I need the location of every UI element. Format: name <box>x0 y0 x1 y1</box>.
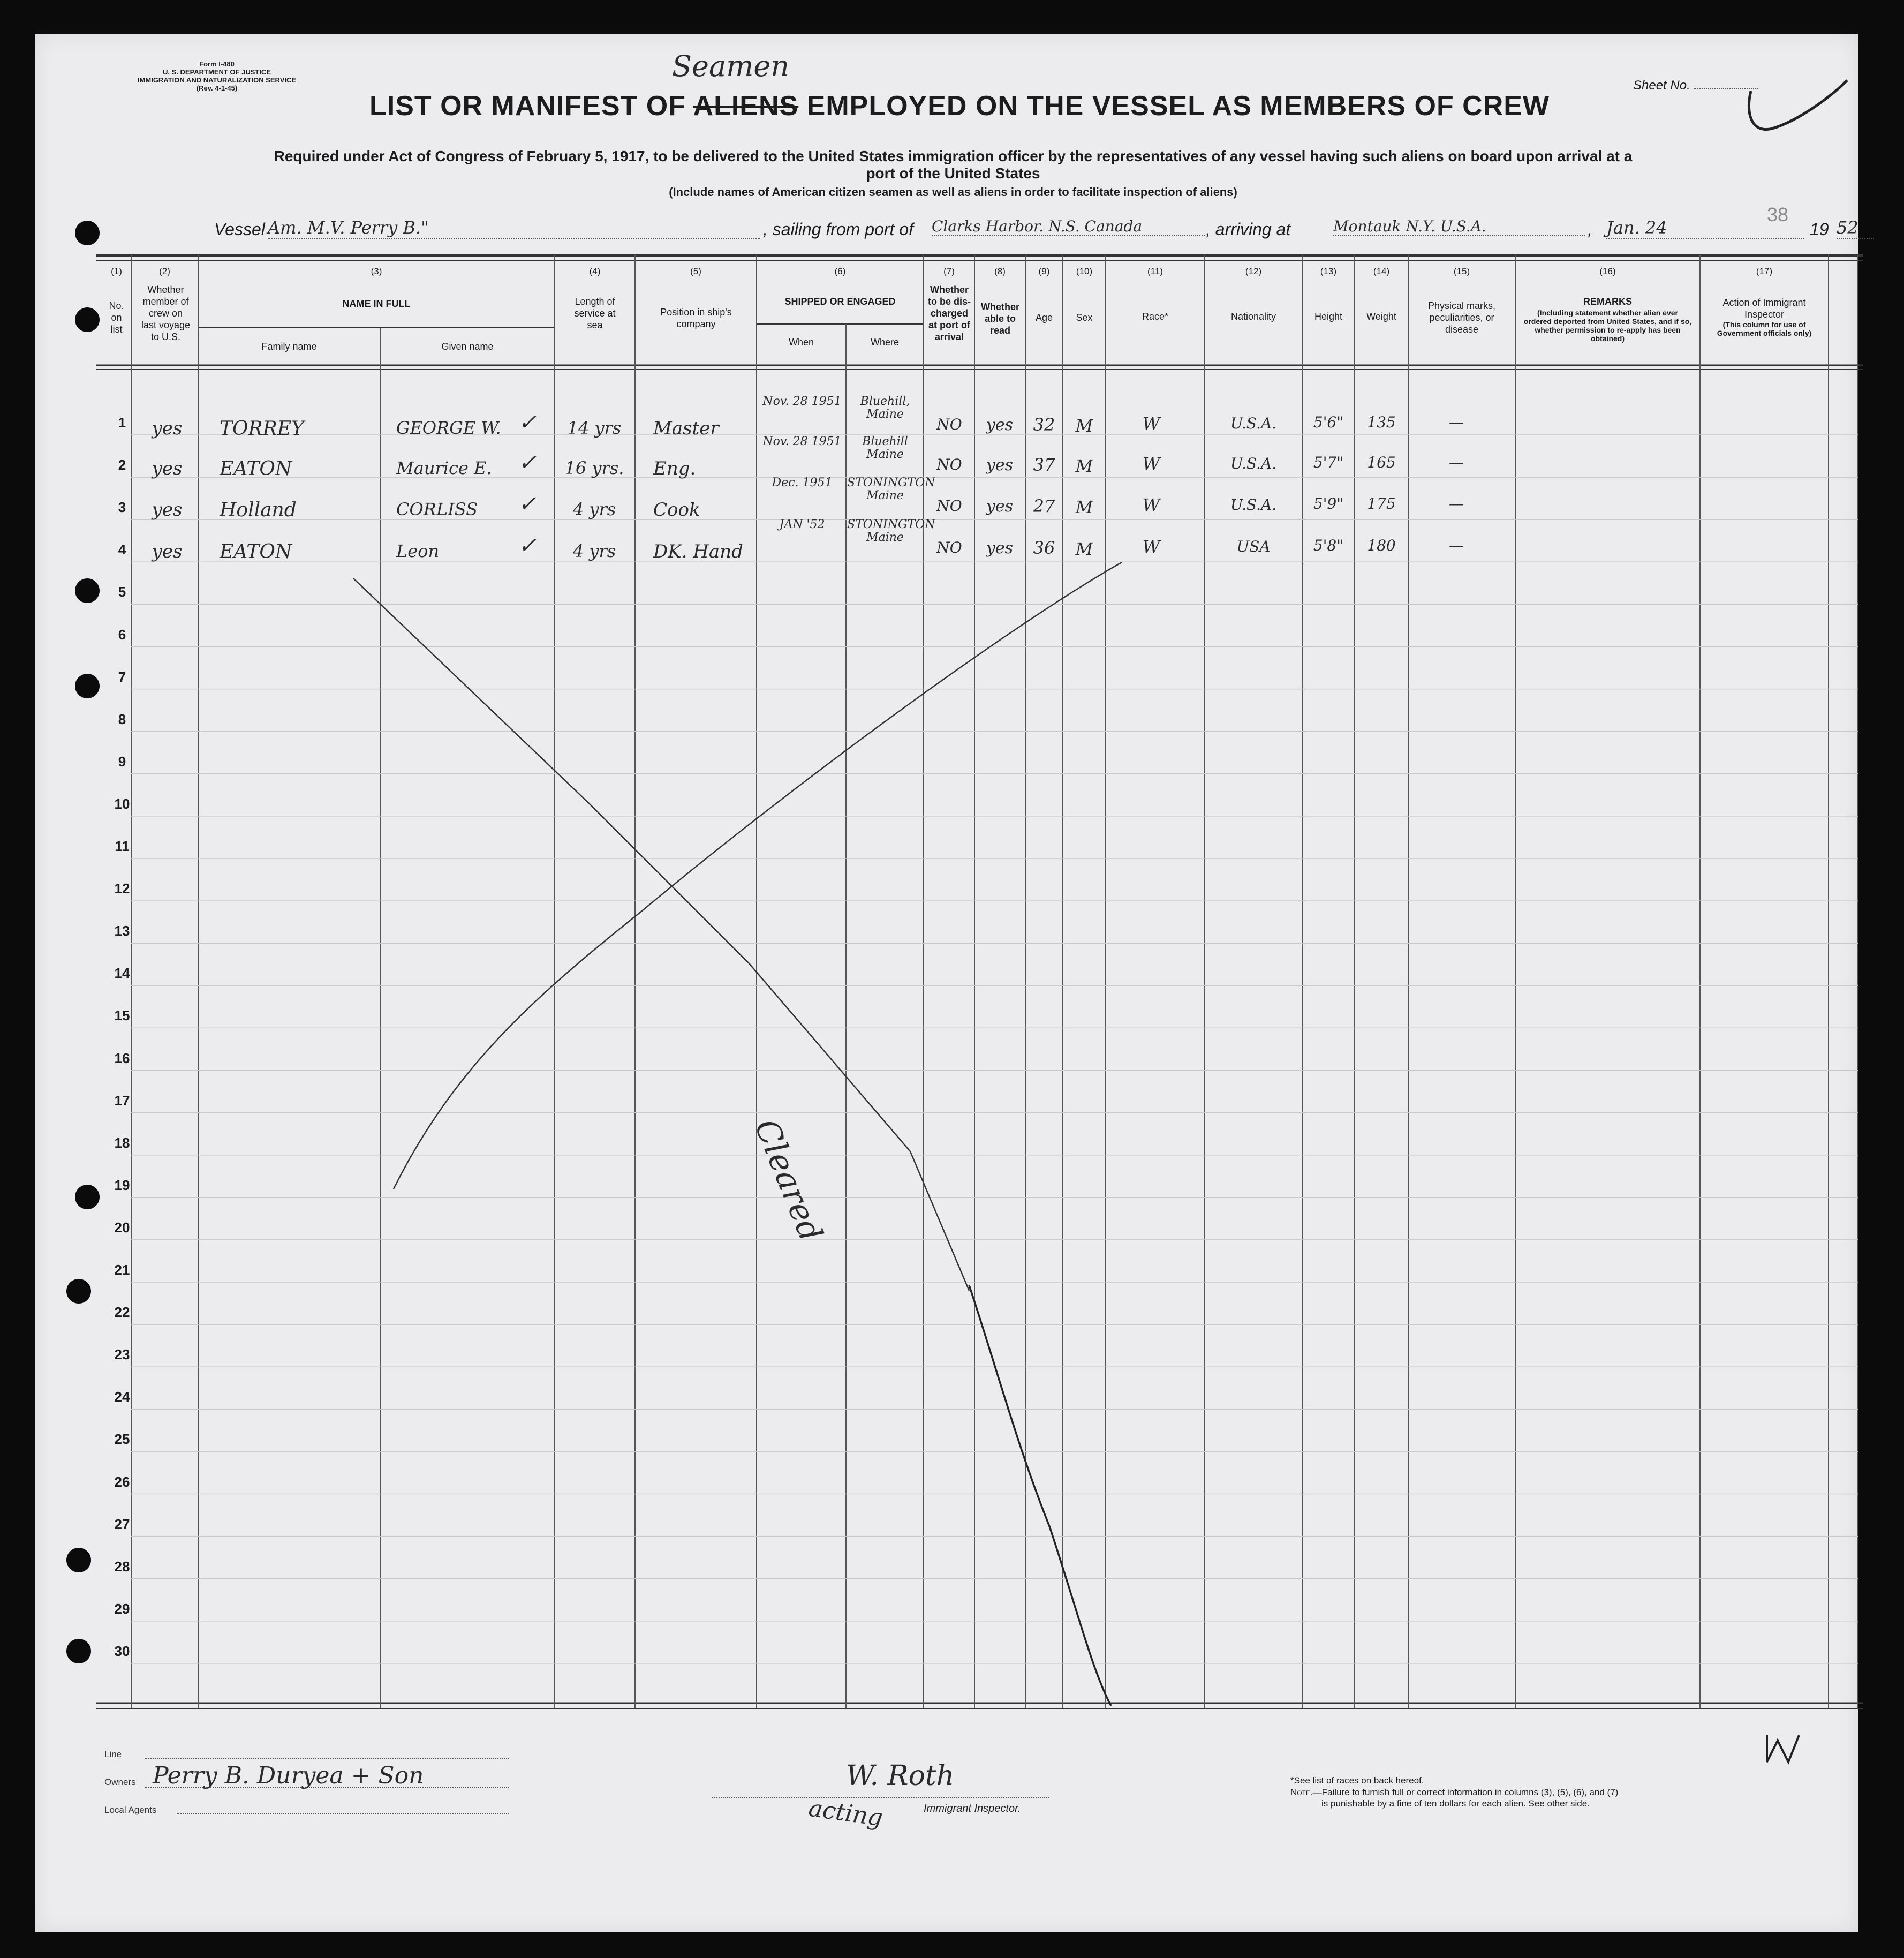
fine-note <box>1290 1787 1826 1809</box>
col-header-16: REMARKS <box>1583 296 1632 307</box>
col-num-1: (1) <box>111 266 122 276</box>
checkmark-cell: ✓ <box>518 450 537 475</box>
checkmark-cell: ✓ <box>518 410 537 435</box>
row-number: 1 <box>118 415 126 431</box>
weight-cell: 180 <box>1367 537 1396 554</box>
row-number: 30 <box>114 1643 130 1659</box>
row-number: 22 <box>114 1304 130 1321</box>
able-to-read-cell: yes <box>986 539 1014 558</box>
physical-marks-cell: — <box>1449 537 1464 554</box>
position-cell: DK. Hand <box>653 541 743 562</box>
col-header-11: Race* <box>1142 311 1169 322</box>
family-name-cell: Holland <box>220 499 297 521</box>
shipped-when-cell: JAN '52 <box>779 518 825 531</box>
handwritten-seamen: Seamen <box>672 49 790 83</box>
discharged-cell: NO <box>936 539 962 556</box>
year-prefix: 19 <box>1810 220 1829 239</box>
sailing-label: , sailing from port of <box>763 220 913 239</box>
physical-marks-cell: — <box>1449 495 1464 513</box>
sex-cell: M <box>1075 539 1093 559</box>
shipped-where-cell: STONINGTON Maine <box>847 518 935 544</box>
given-name-cell: Leon <box>396 541 440 561</box>
col-header-5: Position in ship's company <box>660 307 732 329</box>
given-name-cell: Maurice E. <box>396 458 492 478</box>
discharged-cell: NO <box>936 497 962 515</box>
col-header-17: Action of Immigrant Inspector <box>1722 297 1806 320</box>
inspector-signature: W. Roth <box>846 1760 955 1792</box>
col-num-5: (5) <box>690 266 701 276</box>
year-suffix: 52 <box>1837 217 1874 239</box>
col-header-6-when: When <box>788 337 814 348</box>
nationality-cell: U.S.A. <box>1230 415 1277 432</box>
include-note: (Include names of American citizen seamen as well as aliens in order to facilitate inspection of aliens) <box>669 185 1237 199</box>
owners-label: Owners <box>104 1777 136 1787</box>
arrival-date: Jan. 24 <box>1606 217 1804 239</box>
col-header-4: Length of service at sea <box>574 296 616 330</box>
family-name-cell: TORREY <box>220 418 304 440</box>
row-number: 7 <box>118 668 126 685</box>
sex-cell: M <box>1075 416 1093 436</box>
family-name-cell: EATON <box>220 541 292 563</box>
row-number: 26 <box>114 1473 130 1490</box>
shipped-when-cell: Nov. 28 1951 <box>762 395 842 408</box>
row-number: 19 <box>114 1177 130 1193</box>
weight-cell: 135 <box>1367 413 1396 431</box>
sailing-port: Clarks Harbor. N.S. Canada <box>932 217 1205 236</box>
able-to-read-cell: yes <box>986 497 1014 516</box>
height-cell: 5'9" <box>1313 495 1344 513</box>
height-cell: 5'6" <box>1313 413 1344 431</box>
col-header-3: NAME IN FULL <box>342 298 411 309</box>
service: IMMIGRATION AND NATURALIZATION SERVICE <box>137 76 297 84</box>
shipped-when-cell: Dec. 1951 <box>772 476 833 490</box>
nationality-cell: U.S.A. <box>1230 496 1277 514</box>
row-number: 13 <box>114 923 130 939</box>
row-number: 8 <box>118 711 126 727</box>
inspector-acting: acting <box>807 1794 885 1832</box>
col-header-9: Age <box>1035 312 1053 323</box>
row-number: 6 <box>118 626 126 643</box>
inspector-field <box>712 1797 1049 1798</box>
age-cell: 32 <box>1033 415 1055 435</box>
weight-cell: 175 <box>1367 495 1396 513</box>
nationality-cell: USA <box>1236 538 1271 555</box>
row-number: 21 <box>114 1262 130 1278</box>
form-number: Form I-480 <box>199 60 235 68</box>
shipped-where-cell: STONINGTON Maine <box>847 476 935 502</box>
arriving-label: , arriving at <box>1206 220 1291 239</box>
owners-value: Perry B. Duryea + Son <box>153 1762 424 1789</box>
row-number: 17 <box>114 1092 130 1109</box>
arriving-port: Montauk N.Y. U.S.A. <box>1333 217 1585 236</box>
family-name-cell: EATON <box>220 458 292 480</box>
vessel-label: Vessel <box>214 220 265 239</box>
row-number: 14 <box>114 965 130 982</box>
title-part-1: LIST OR MANIFEST OF <box>369 91 686 122</box>
position-cell: Eng. <box>653 458 696 479</box>
page-stamp: 38 <box>1767 204 1789 225</box>
height-cell: 5'8" <box>1313 537 1344 554</box>
comma: , <box>1588 220 1592 239</box>
row-number: 3 <box>118 499 126 516</box>
col-num-6: (6) <box>834 266 846 276</box>
row-number: 28 <box>114 1558 130 1575</box>
col-num-14: (14) <box>1373 266 1390 276</box>
local-agents-label: Local Agents <box>104 1805 157 1815</box>
col-num-9: (9) <box>1038 266 1050 276</box>
position-cell: Master <box>653 418 719 439</box>
row-number: 25 <box>114 1431 130 1448</box>
col-header-7: Whether to be dis-charged at port of arrival <box>928 284 971 342</box>
service-cell: 16 yrs. <box>564 458 624 478</box>
able-to-read-cell: yes <box>986 416 1014 434</box>
col-num-17: (17) <box>1756 266 1773 276</box>
col-num-12: (12) <box>1245 266 1262 276</box>
line-field <box>145 1758 509 1759</box>
row-number: 15 <box>114 1007 130 1024</box>
service-cell: 4 yrs <box>572 499 616 519</box>
col-header-6: SHIPPED OR ENGAGED <box>784 296 896 307</box>
col-header-8: Whether able to read <box>981 302 1019 336</box>
row-number: 2 <box>118 457 126 473</box>
col-header-12: Nationality <box>1230 311 1276 322</box>
weight-cell: 165 <box>1367 454 1396 471</box>
required-line-1: Required under Act of Congress of February 5, 1917, to be delivered to the United States immigration officer by the representatives of any vessel having such aliens on board upon arrival at a <box>274 148 1633 164</box>
row-number: 10 <box>114 795 130 812</box>
row-number: 5 <box>118 584 126 600</box>
department: U. S. DEPARTMENT OF JUSTICE <box>163 68 271 76</box>
nationality-cell: U.S.A. <box>1230 455 1277 472</box>
crew-member-cell: yes <box>152 499 183 521</box>
checkmark-cell: ✓ <box>518 492 537 516</box>
row-number: 4 <box>118 541 126 558</box>
note-text-1: —Failure to furnish full or correct information in columns (3), (5), (6), and (7) <box>1312 1787 1619 1797</box>
race-cell: W <box>1142 537 1160 557</box>
row-number: 12 <box>114 880 130 897</box>
col-num-13: (13) <box>1320 266 1337 276</box>
row-number: 29 <box>114 1600 130 1617</box>
service-cell: 4 yrs <box>572 541 616 561</box>
note-label: Note. <box>1290 1787 1313 1797</box>
col-num-2: (2) <box>159 266 170 276</box>
col-num-3: (3) <box>371 266 382 276</box>
crew-member-cell: yes <box>152 541 183 562</box>
row-number: 27 <box>114 1516 130 1532</box>
title-struck-word: ALIENS <box>693 91 799 122</box>
col-header-3-family: Family name <box>261 341 317 352</box>
col-header-1: No. on list <box>109 300 124 335</box>
col-header-17-sub: (This column for use of Government officials only) <box>1717 320 1812 337</box>
row-number: 9 <box>118 753 126 770</box>
sex-cell: M <box>1075 497 1093 517</box>
age-cell: 37 <box>1033 455 1055 475</box>
shipped-when-cell: Nov. 28 1951 <box>762 435 842 448</box>
row-number: 11 <box>115 838 130 854</box>
discharged-cell: NO <box>936 416 962 433</box>
title-part-2: EMPLOYED ON THE VESSEL AS MEMBERS OF CREW <box>806 91 1550 122</box>
col-num-7: (7) <box>943 266 955 276</box>
sex-cell: M <box>1075 456 1093 476</box>
physical-marks-cell: — <box>1449 413 1464 431</box>
age-cell: 27 <box>1033 496 1055 516</box>
col-header-15: Physical marks, peculiarities, or disease <box>1427 300 1496 335</box>
race-cell: W <box>1142 454 1160 474</box>
sheet-label: Sheet No. <box>1633 78 1690 93</box>
race-cell: W <box>1142 495 1160 515</box>
note-text-2: is punishable by a fine of ten dollars for each alien. See other side. <box>1321 1798 1590 1809</box>
col-header-16-sub: (Including statement whether alien ever ordered deported from United States, and if so, whether permission to re-apply has been obtained) <box>1523 308 1692 343</box>
physical-marks-cell: — <box>1449 454 1464 471</box>
row-number: 23 <box>114 1346 130 1363</box>
col-num-8: (8) <box>994 266 1006 276</box>
service-cell: 14 yrs <box>567 418 622 438</box>
crew-member-cell: yes <box>152 458 183 479</box>
age-cell: 36 <box>1033 538 1055 558</box>
row-number: 20 <box>114 1219 130 1236</box>
cleared-annotation: Cleared <box>747 1114 830 1247</box>
shipped-where-cell: Bluehill, Maine <box>860 395 910 421</box>
revision: (Rev. 4-1-45) <box>196 84 238 92</box>
able-to-read-cell: yes <box>986 456 1014 475</box>
checkmark-cell: ✓ <box>518 533 537 558</box>
col-header-14: Weight <box>1366 311 1396 322</box>
row-number: 16 <box>114 1050 130 1066</box>
col-header-10: Sex <box>1076 312 1093 323</box>
inspector-label: Immigrant Inspector. <box>924 1803 1021 1814</box>
col-header-3-given: Given name <box>441 341 494 352</box>
race-cell: W <box>1142 413 1160 434</box>
given-name-cell: GEORGE W. <box>396 418 501 438</box>
col-num-11: (11) <box>1147 266 1163 276</box>
required-line-2: port of the United States <box>866 165 1040 182</box>
crew-member-cell: yes <box>152 418 183 439</box>
shipped-where-cell: Bluehill Maine <box>862 435 908 461</box>
discharged-cell: NO <box>936 456 962 473</box>
col-header-2: Whether member of crew on last voyage to U.S. <box>141 284 191 342</box>
height-cell: 5'7" <box>1313 454 1344 471</box>
col-header-13: Height <box>1314 311 1343 322</box>
initials-annotation <box>1759 1724 1794 1753</box>
races-note: *See list of races on back hereof. <box>1290 1775 1424 1786</box>
col-num-10: (10) <box>1076 266 1093 276</box>
given-name-cell: CORLISS <box>396 499 478 519</box>
col-num-15: (15) <box>1453 266 1470 276</box>
col-num-16: (16) <box>1599 266 1616 276</box>
local-agents-field <box>177 1813 509 1814</box>
row-number: 18 <box>114 1134 130 1151</box>
col-num-4: (4) <box>589 266 601 276</box>
row-number: 24 <box>114 1389 130 1405</box>
vessel-name: Am. M.V. Perry B." <box>268 217 760 239</box>
col-header-6-where: Where <box>870 337 899 348</box>
line-label: Line <box>104 1749 122 1759</box>
position-cell: Cook <box>653 499 700 521</box>
